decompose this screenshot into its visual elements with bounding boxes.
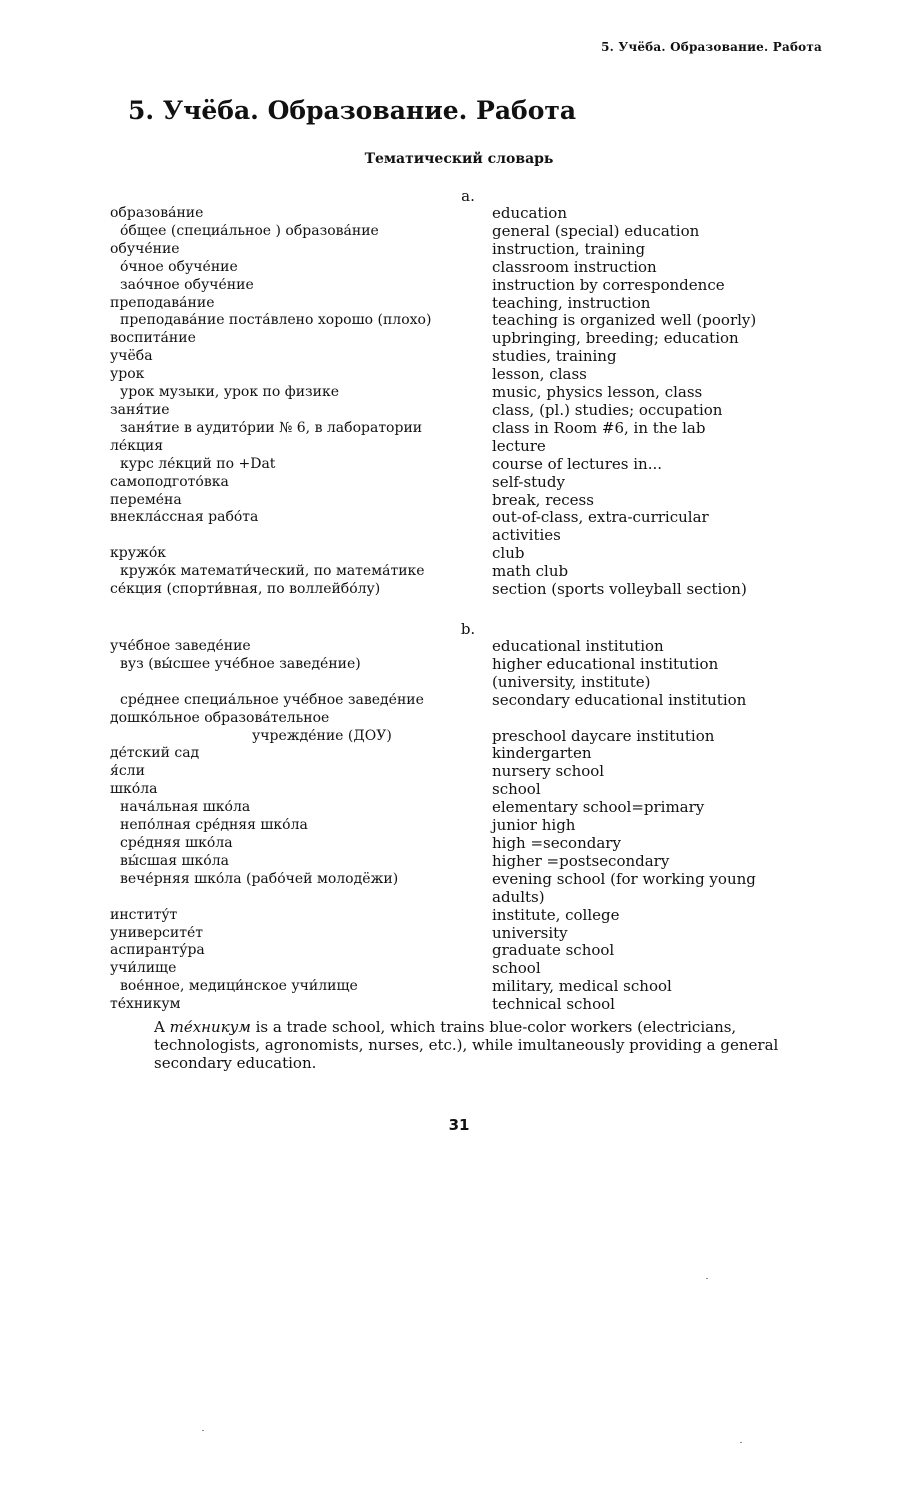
russian-term: сре́днее специа́льное уче́бное заведе́ние [120, 691, 424, 708]
vocab-entry [110, 330, 810, 348]
section-subtitle: Тематический словарь [364, 151, 554, 167]
english-translation: junior high [492, 816, 576, 835]
vocab-entry [110, 205, 810, 223]
russian-term: ле́кция [110, 437, 164, 454]
vocab-entry [110, 942, 810, 960]
english-translation: class, (pl.) studies; occupation [492, 400, 723, 419]
vocab-entry [110, 581, 810, 599]
vocab-entry [110, 656, 810, 674]
russian-term: учёба [110, 348, 153, 365]
russian-term: непо́лная сре́дняя шко́ла [120, 817, 308, 834]
russian-term: учрежде́ние (ДОУ) [252, 727, 392, 744]
vocab-entry [110, 474, 810, 492]
english-translation: military, medical school [492, 977, 672, 996]
english-translation: club [492, 544, 525, 563]
vocab-entry [110, 960, 810, 978]
english-translation: teaching is organized well (poorly) [492, 311, 757, 330]
english-translation: (university, institute) [492, 672, 651, 691]
vocabulary-list-b [110, 638, 810, 1014]
vocab-entry [110, 384, 810, 402]
english-translation: higher educational institution [492, 654, 719, 673]
vocab-entry [110, 509, 810, 527]
english-translation: math club [492, 562, 569, 581]
english-translation: technical school [492, 995, 615, 1014]
vocab-entry [110, 438, 810, 456]
note-text: is a trade school, which trains blue-color workers (electricians, technologists, agronomists, nurses, etc.), while imultaneously providing a general secondary education. [154, 1018, 779, 1072]
english-translation: school [492, 780, 541, 799]
russian-term: уче́бное заведе́ние [110, 638, 251, 654]
english-translation: institute, college [492, 905, 620, 924]
english-translation: lesson, class [492, 365, 587, 384]
english-translation: music, physics lesson, class [492, 383, 703, 402]
english-translation: educational institution [492, 637, 664, 655]
vocab-entry [110, 366, 810, 384]
vocab-entry [110, 835, 810, 853]
russian-term: шко́ла [110, 781, 158, 798]
note-term: те́хникум [169, 1018, 251, 1036]
english-translation: graduate school [492, 941, 615, 960]
english-translation: nursery school [492, 762, 605, 781]
tekhnikum-note [154, 1018, 814, 1072]
english-translation: school [492, 959, 541, 978]
scan-speck [202, 1430, 204, 1431]
vocab-entry [110, 871, 810, 889]
russian-term: курс ле́кций по +Dat [120, 455, 276, 472]
russian-term: университе́т [110, 924, 203, 941]
vocab-entry [110, 563, 810, 581]
vocab-entry [110, 728, 810, 746]
vocab-entry [110, 223, 810, 241]
english-translation: course of lectures in... [492, 454, 662, 473]
vocabulary-list-a [110, 205, 810, 599]
english-translation: university [492, 923, 568, 942]
vocab-entry [110, 745, 810, 763]
russian-term: преподава́ние [110, 294, 215, 311]
english-translation: classroom instruction [492, 257, 657, 276]
russian-term: переме́на [110, 491, 182, 508]
russian-term: се́кция (спорти́вная, по воллейбо́лу) [110, 581, 381, 598]
russian-term: преподава́ние поста́влено хорошо (плохо) [120, 312, 432, 329]
russian-term: о́чное обуче́ние [120, 258, 238, 275]
russian-term: заня́тие [110, 401, 170, 418]
russian-term: внекла́ссная рабо́та [110, 509, 259, 526]
russian-term: вое́нное, медици́нское учи́лище [120, 978, 358, 995]
russian-term: зао́чное обуче́ние [120, 276, 254, 293]
russian-term: сре́дняя шко́ла [120, 834, 233, 851]
vocab-entry [110, 527, 810, 545]
scan-speck [740, 1442, 742, 1443]
russian-term: вече́рняя шко́ла (рабо́чей молодёжи) [120, 870, 399, 887]
scan-speck [706, 1278, 708, 1279]
vocab-entry [110, 710, 810, 728]
vocab-entry [110, 925, 810, 943]
english-translation: activities [492, 526, 561, 545]
vocab-entry [110, 674, 810, 692]
vocab-entry [110, 312, 810, 330]
russian-term: кружо́к [110, 545, 167, 562]
page-number: 31 [448, 1116, 470, 1134]
section-a-letter: a. [461, 187, 475, 205]
english-translation: secondary educational institution [492, 690, 747, 709]
russian-term: заня́тие в аудито́рии № 6, в лаборатории [120, 419, 423, 436]
russian-term: обуче́ние [110, 240, 180, 257]
english-translation: elementary school=primary [492, 798, 705, 817]
vocab-entry [110, 295, 810, 313]
english-translation: evening school (for working young [492, 869, 756, 888]
russian-term: те́хникум [110, 996, 181, 1013]
english-translation: teaching, instruction [492, 293, 651, 312]
english-translation: lecture [492, 436, 546, 455]
russian-term: я́сли [110, 763, 145, 780]
russian-term: учи́лище [110, 960, 177, 977]
russian-term: нача́льная шко́ла [120, 799, 251, 816]
english-translation [492, 710, 810, 728]
english-translation: general (special) education [492, 221, 700, 240]
russian-term [110, 674, 492, 692]
vocab-entry [110, 853, 810, 871]
vocab-entry [110, 402, 810, 420]
russian-term: образова́ние [110, 205, 204, 221]
chapter-title: 5. Учёба. Образование. Работа [128, 96, 577, 125]
vocab-entry [110, 456, 810, 474]
english-translation: preschool daycare institution [492, 726, 715, 745]
vocab-entry [110, 978, 810, 996]
english-translation: self-study [492, 472, 565, 491]
russian-term: институ́т [110, 906, 178, 923]
vocab-entry [110, 692, 810, 710]
russian-term: самоподгото́вка [110, 473, 229, 490]
english-translation: studies, training [492, 347, 617, 366]
russian-term: о́бщее (специа́льное ) образова́ние [120, 222, 379, 239]
vocab-entry [110, 492, 810, 510]
russian-term: урок музыки, урок по физике [120, 384, 340, 401]
vocab-entry [110, 817, 810, 835]
russian-term: дошко́льное образова́тельное [110, 709, 330, 726]
english-translation: section (sports volleyball section) [492, 580, 747, 599]
vocab-entry [110, 907, 810, 925]
english-translation: education [492, 204, 567, 222]
english-translation: break, recess [492, 490, 594, 509]
english-translation: instruction, training [492, 239, 646, 258]
vocab-entry [110, 781, 810, 799]
russian-term [110, 527, 492, 545]
russian-term: кружо́к математи́ческий, по матема́тике [120, 563, 425, 580]
vocab-entry [110, 545, 810, 563]
russian-term: вуз (вы́сшее уче́бное заведе́ние) [120, 655, 361, 672]
english-translation: higher =postsecondary [492, 851, 670, 870]
vocab-entry [110, 889, 810, 907]
vocab-entry [110, 348, 810, 366]
vocab-entry [110, 259, 810, 277]
russian-term: вы́сшая шко́ла [120, 852, 229, 869]
russian-term: урок [110, 366, 145, 383]
russian-term [110, 889, 492, 907]
english-translation: adults) [492, 887, 545, 906]
vocab-entry [110, 241, 810, 259]
english-translation: high =secondary [492, 833, 621, 852]
vocab-entry [110, 996, 810, 1014]
russian-term: де́тский сад [110, 745, 200, 762]
english-translation: upbringing, breeding; education [492, 329, 739, 348]
english-translation: out-of-class, extra-curricular [492, 508, 709, 527]
vocab-entry [110, 277, 810, 295]
english-translation: instruction by correspondence [492, 275, 725, 294]
russian-term: воспита́ние [110, 330, 196, 347]
english-translation: kindergarten [492, 744, 592, 763]
vocab-entry [110, 420, 810, 438]
russian-term: аспиранту́ра [110, 942, 205, 959]
vocab-entry [110, 799, 810, 817]
running-head: 5. Учёба. Образование. Работа [601, 40, 822, 54]
vocab-entry [110, 638, 810, 656]
english-translation: class in Room #6, in the lab [492, 418, 706, 437]
note-lead: A [154, 1018, 170, 1036]
vocab-entry [110, 763, 810, 781]
section-b-letter: b. [460, 620, 476, 638]
